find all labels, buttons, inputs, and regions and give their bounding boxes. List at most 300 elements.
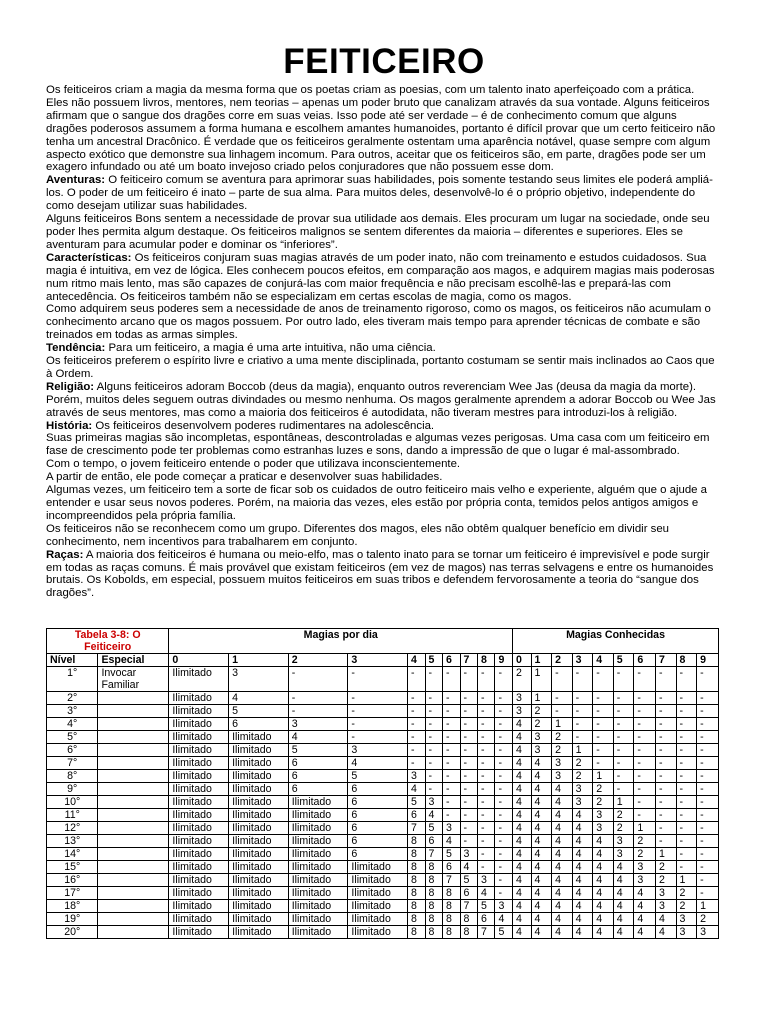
spells-per-day-cell: 6	[408, 809, 425, 822]
spells-known-cell: 3	[613, 848, 634, 861]
spell-level-header-per-day: 0	[169, 654, 229, 667]
spells-known-cell: -	[593, 757, 614, 770]
spells-known-cell: -	[655, 835, 676, 848]
spells-known-cell: -	[676, 718, 697, 731]
special-cell: Invocar Familiar	[98, 667, 169, 692]
spells-per-day-cell: 3	[495, 900, 513, 913]
spells-per-day-cell: 5	[460, 874, 477, 887]
spells-per-day-cell: 8	[443, 900, 460, 913]
paragraph-label: Raças:	[46, 548, 84, 561]
special-cell	[98, 822, 169, 835]
spells-per-day-cell: Ilimitado	[169, 926, 229, 939]
spells-per-day-cell: 4	[408, 783, 425, 796]
spells-per-day-cell: Ilimitado	[288, 796, 348, 809]
spells-known-cell: 4	[531, 796, 552, 809]
spells-per-day-cell: Ilimitado	[169, 718, 229, 731]
spells-per-day-cell: -	[425, 692, 442, 705]
spells-known-cell: 2	[634, 848, 656, 861]
spells-known-cell: 4	[531, 887, 552, 900]
special-cell	[98, 835, 169, 848]
spells-per-day-cell: Ilimitado	[169, 796, 229, 809]
spells-known-cell: -	[697, 835, 719, 848]
spells-known-cell: 4	[613, 913, 634, 926]
spells-known-cell: -	[655, 667, 676, 692]
special-cell	[98, 796, 169, 809]
spells-known-cell: -	[613, 718, 634, 731]
spells-per-day-cell: -	[495, 731, 513, 744]
spells-known-cell: -	[593, 731, 614, 744]
level-cell: 16°	[47, 874, 98, 887]
table-row	[47, 900, 719, 913]
special-header: Especial	[98, 654, 169, 667]
spell-level-header-per-day: 1	[229, 654, 289, 667]
spells-known-cell: 4	[634, 900, 656, 913]
spells-per-day-cell: -	[495, 770, 513, 783]
special-cell	[98, 900, 169, 913]
spells-known-cell: -	[572, 705, 593, 718]
spells-per-day-cell: -	[425, 718, 442, 731]
spells-known-cell: -	[634, 731, 656, 744]
spells-per-day-cell: -	[443, 796, 460, 809]
special-cell	[98, 861, 169, 874]
spells-known-cell: 4	[572, 822, 593, 835]
spells-per-day-cell: Ilimitado	[169, 692, 229, 705]
spells-per-day-cell: 6	[443, 861, 460, 874]
table-row	[47, 887, 719, 900]
paragraph	[46, 549, 718, 601]
spells-known-cell: 4	[513, 809, 532, 822]
spells-known-cell: 4	[513, 744, 532, 757]
spells-known-cell: 2	[513, 667, 532, 692]
spells-known-cell: 4	[531, 783, 552, 796]
spells-known-cell: -	[613, 731, 634, 744]
spells-known-cell: -	[655, 718, 676, 731]
spells-known-cell: 4	[572, 874, 593, 887]
spells-per-day-cell: 7	[477, 926, 494, 939]
spells-known-cell: -	[676, 822, 697, 835]
spells-per-day-cell: -	[460, 809, 477, 822]
spells-per-day-cell: 8	[408, 848, 425, 861]
level-cell: 15°	[47, 861, 98, 874]
special-cell	[98, 718, 169, 731]
spells-per-day-cell: Ilimitado	[229, 757, 289, 770]
spells-per-day-cell: 3	[288, 718, 348, 731]
spells-per-day-cell: 3	[425, 796, 442, 809]
level-cell: 9°	[47, 783, 98, 796]
special-cell	[98, 731, 169, 744]
spells-per-day-cell: 4	[443, 835, 460, 848]
spells-known-cell: 4	[513, 913, 532, 926]
spells-per-day-cell: -	[443, 770, 460, 783]
table-row	[47, 783, 719, 796]
table-row	[47, 874, 719, 887]
spells-per-day-cell: -	[460, 667, 477, 692]
paragraph-label: Características:	[46, 251, 132, 264]
spell-level-header-per-day: 8	[477, 654, 494, 667]
spells-per-day-cell: Ilimitado	[229, 731, 289, 744]
spells-per-day-cell: -	[495, 667, 513, 692]
spells-known-cell: -	[634, 796, 656, 809]
spells-per-day-cell: -	[460, 744, 477, 757]
spells-per-day-cell: -	[425, 705, 442, 718]
paragraph	[46, 213, 718, 252]
spells-known-cell: -	[697, 744, 719, 757]
spells-per-day-cell: -	[443, 744, 460, 757]
paragraph-text: Suas primeiras magias são incompletas, espontâneas, descontroladas e algumas vezes perigosas. Uma casa com um feiticeiro em fase de crescimento pode ter problemas como estranhas luzes e sons, dando a impressão de que o lugar é mal-assombrado.	[46, 432, 710, 458]
spells-known-cell: -	[676, 692, 697, 705]
spells-known-cell: 2	[552, 744, 573, 757]
spells-per-day-cell: Ilimitado	[229, 783, 289, 796]
spells-known-cell: 3	[655, 887, 676, 900]
spells-known-cell: 3	[513, 705, 532, 718]
paragraph	[46, 458, 718, 471]
table-row	[47, 926, 719, 939]
spells-per-day-cell: 8	[408, 861, 425, 874]
spells-known-cell: -	[655, 783, 676, 796]
spells-known-cell: 2	[676, 900, 697, 913]
spells-per-day-cell: -	[408, 757, 425, 770]
spells-per-day-cell: 8	[443, 887, 460, 900]
spells-known-cell: -	[676, 809, 697, 822]
spells-known-cell: 2	[697, 913, 719, 926]
spells-known-cell: -	[697, 692, 719, 705]
spells-per-day-cell: 5	[348, 770, 408, 783]
special-cell	[98, 913, 169, 926]
spells-known-cell: -	[593, 744, 614, 757]
spells-known-cell: -	[676, 796, 697, 809]
spells-known-cell: -	[697, 848, 719, 861]
spells-known-cell: -	[676, 757, 697, 770]
spells-known-cell: 4	[552, 783, 573, 796]
special-cell	[98, 848, 169, 861]
spells-known-cell: 4	[572, 926, 593, 939]
paragraph-text: Para um feiticeiro, a magia é uma arte intuitiva, não uma ciência.	[105, 342, 436, 355]
spells-per-day-cell: Ilimitado	[169, 809, 229, 822]
spells-known-cell: 4	[552, 887, 573, 900]
spells-per-day-cell: -	[477, 770, 494, 783]
sorcerer-table	[46, 628, 719, 939]
spells-per-day-cell: 8	[408, 835, 425, 848]
body-text	[46, 84, 718, 600]
spells-known-cell: -	[676, 744, 697, 757]
spells-per-day-cell: Ilimitado	[229, 874, 289, 887]
spells-known-cell: 4	[613, 887, 634, 900]
spells-known-cell: 4	[513, 796, 532, 809]
spells-per-day-cell: 8	[425, 861, 442, 874]
spells-per-day-cell: -	[495, 705, 513, 718]
spells-per-day-cell: Ilimitado	[229, 900, 289, 913]
paragraph	[46, 381, 718, 420]
spells-per-day-cell: Ilimitado	[348, 900, 408, 913]
spells-known-cell: -	[697, 731, 719, 744]
paragraph	[46, 355, 718, 381]
spells-known-cell: 3	[655, 900, 676, 913]
spells-known-cell: 4	[613, 926, 634, 939]
spells-per-day-cell: Ilimitado	[348, 887, 408, 900]
spells-per-day-cell: 3	[408, 770, 425, 783]
spells-per-day-cell: Ilimitado	[288, 926, 348, 939]
spells-per-day-cell: Ilimitado	[229, 835, 289, 848]
table-row	[47, 705, 719, 718]
spells-per-day-cell: -	[425, 744, 442, 757]
paragraph	[46, 432, 718, 458]
spells-known-cell: -	[697, 718, 719, 731]
special-cell	[98, 705, 169, 718]
spells-known-cell: -	[572, 731, 593, 744]
spell-level-header-per-day: 6	[443, 654, 460, 667]
spells-known-cell: -	[697, 861, 719, 874]
spells-known-cell: 4	[513, 835, 532, 848]
paragraph-text: Os feiticeiros preferem o espírito livre e criativo a uma mente disciplinada, portanto costumam se sentir mais inclinados ao Caos que à Ordem.	[46, 355, 715, 380]
spells-per-day-cell: -	[477, 705, 494, 718]
spells-per-day-cell: Ilimitado	[169, 822, 229, 835]
spells-known-cell: 4	[552, 822, 573, 835]
spells-known-cell: -	[613, 744, 634, 757]
level-cell: 18°	[47, 900, 98, 913]
spells-known-cell: 2	[634, 835, 656, 848]
spells-per-day-cell: Ilimitado	[229, 822, 289, 835]
spells-per-day-cell: -	[348, 731, 408, 744]
spells-per-day-cell: -	[443, 667, 460, 692]
spells-per-day-cell: -	[495, 757, 513, 770]
paragraph-label: Aventuras:	[46, 174, 106, 187]
special-cell	[98, 692, 169, 705]
spells-known-cell: 4	[552, 848, 573, 861]
spells-per-day-cell: 4	[229, 692, 289, 705]
spells-per-day-cell: -	[477, 848, 494, 861]
spells-per-day-cell: Ilimitado	[169, 770, 229, 783]
paragraph-text: A partir de então, ele pode começar a praticar e desenvolver suas habilidades.	[46, 471, 443, 484]
spells-known-cell: 4	[634, 913, 656, 926]
spells-per-day-cell: -	[443, 692, 460, 705]
spells-per-day-cell: -	[443, 705, 460, 718]
spells-per-day-cell: Ilimitado	[169, 757, 229, 770]
spells-known-cell: 4	[572, 887, 593, 900]
paragraph	[46, 252, 718, 304]
spells-per-day-cell: 6	[348, 822, 408, 835]
spells-per-day-cell: 8	[425, 887, 442, 900]
spells-known-cell: 4	[552, 796, 573, 809]
spells-per-day-cell: Ilimitado	[229, 744, 289, 757]
level-cell: 11°	[47, 809, 98, 822]
spells-per-day-cell: Ilimitado	[169, 744, 229, 757]
spells-per-day-cell: 4	[348, 757, 408, 770]
level-cell: 14°	[47, 848, 98, 861]
spells-per-day-cell: 8	[425, 926, 442, 939]
spells-known-cell: -	[634, 757, 656, 770]
spells-per-day-cell: -	[425, 757, 442, 770]
spells-per-day-cell: Ilimitado	[169, 900, 229, 913]
level-cell: 3°	[47, 705, 98, 718]
spells-per-day-cell: Ilimitado	[169, 887, 229, 900]
spells-known-cell: 4	[531, 900, 552, 913]
spell-level-header-per-day: 3	[348, 654, 408, 667]
paragraph-text: Os feiticeiros conjuram suas magias através de um poder inato, não com treinamento e estudos cuidadosos. Sua magia é intuitiva, em vez de lógica. Eles conhecem poucos efeitos, em comparação aos magos, e adquirem magias mais poderosas num ritmo mais lento, mas são capazes de conjurá-las com maior frequência e não precisam escolhê-las e prepará-las com antecedência. Os feiticeiros também não se especializam em certas escolas de magia, como os magos.	[46, 251, 715, 303]
spells-known-cell: -	[572, 667, 593, 692]
spells-known-cell: -	[676, 861, 697, 874]
table-row	[47, 718, 719, 731]
spells-per-day-cell: 8	[425, 913, 442, 926]
spells-known-cell: -	[552, 705, 573, 718]
spells-per-day-cell: -	[425, 770, 442, 783]
spells-known-cell: -	[655, 692, 676, 705]
paragraph-text: A maioria dos feiticeiros é humana ou meio-elfo, mas o talento inato para se tornar um feiticeiro é imprevisível e pode surgir em todas as raças comuns. É mais provável que existam feiticeiros (em vez de magos) nas terras selvagens e entre os humanoides brutais. Os Kobolds, em especial, possuem muitos feiticeiros em suas tribos e defendem fervorosamente a teoria do “sangue dos dragões”.	[46, 548, 714, 600]
spells-per-day-cell: -	[443, 809, 460, 822]
spells-known-cell: 2	[613, 809, 634, 822]
special-cell	[98, 757, 169, 770]
spells-known-cell: -	[593, 705, 614, 718]
spells-per-day-cell: -	[495, 822, 513, 835]
level-cell: 17°	[47, 887, 98, 900]
spells-per-day-cell: Ilimitado	[169, 861, 229, 874]
spells-per-day-cell: -	[477, 822, 494, 835]
spells-per-day-cell: -	[408, 744, 425, 757]
spells-per-day-cell: Ilimitado	[229, 861, 289, 874]
spells-known-cell: -	[634, 667, 656, 692]
spells-per-day-cell: Ilimitado	[348, 913, 408, 926]
spells-per-day-cell: -	[460, 692, 477, 705]
spells-known-cell: -	[634, 718, 656, 731]
spells-per-day-cell: 7	[460, 900, 477, 913]
spells-per-day-cell: -	[460, 731, 477, 744]
spell-level-header-per-day: 5	[425, 654, 442, 667]
spells-per-day-cell: -	[348, 692, 408, 705]
spells-known-cell: 4	[513, 900, 532, 913]
spells-known-cell: 4	[531, 809, 552, 822]
spells-per-day-cell: -	[425, 667, 442, 692]
table-header-groups	[47, 629, 719, 654]
spells-per-day-cell: -	[477, 835, 494, 848]
spells-per-day-cell: -	[460, 783, 477, 796]
spells-per-day-cell: Ilimitado	[348, 861, 408, 874]
level-cell: 2°	[47, 692, 98, 705]
spells-known-cell: -	[697, 667, 719, 692]
spells-known-cell: -	[697, 887, 719, 900]
spells-per-day-cell: 7	[443, 874, 460, 887]
spells-per-day-cell: 5	[229, 705, 289, 718]
spell-level-header-per-day: 4	[408, 654, 425, 667]
table-row	[47, 667, 719, 692]
spells-known-cell: 4	[531, 770, 552, 783]
spells-known-cell: -	[676, 731, 697, 744]
spells-per-day-cell: 8	[460, 926, 477, 939]
table-row	[47, 848, 719, 861]
spells-per-day-cell: 7	[408, 822, 425, 835]
level-cell: 4°	[47, 718, 98, 731]
spells-per-day-cell: -	[348, 667, 408, 692]
spells-known-cell: 4	[552, 809, 573, 822]
level-cell: 1°	[47, 667, 98, 692]
spell-level-header-per-day: 2	[288, 654, 348, 667]
spells-per-day-cell: -	[443, 731, 460, 744]
spells-known-cell: 3	[572, 796, 593, 809]
spells-known-cell: 4	[513, 874, 532, 887]
spells-per-day-cell: 8	[443, 926, 460, 939]
special-cell	[98, 783, 169, 796]
spells-per-day-cell: -	[495, 887, 513, 900]
spells-known-cell: 3	[572, 783, 593, 796]
spells-known-cell: -	[655, 744, 676, 757]
spells-known-cell: -	[676, 705, 697, 718]
spells-known-cell: 2	[613, 822, 634, 835]
table-caption: Tabela 3-8: O Feiticeiro	[47, 629, 169, 654]
spells-per-day-cell: -	[408, 705, 425, 718]
spells-known-cell: 4	[593, 887, 614, 900]
spells-per-day-cell: 8	[408, 887, 425, 900]
spells-known-cell: -	[613, 667, 634, 692]
spell-level-header-known: 1	[531, 654, 552, 667]
spells-known-cell: 3	[634, 861, 656, 874]
spells-known-cell: 1	[531, 667, 552, 692]
table-row	[47, 796, 719, 809]
spells-known-cell: 4	[552, 874, 573, 887]
level-header: Nível	[47, 654, 98, 667]
spells-known-cell: 4	[513, 848, 532, 861]
spells-known-cell: -	[634, 705, 656, 718]
spells-known-cell: 4	[593, 913, 614, 926]
spells-known-cell: -	[613, 705, 634, 718]
spells-per-day-cell: -	[460, 796, 477, 809]
spells-known-header: Magias Conhecidas	[513, 629, 719, 654]
paragraph-text: Alguns feiticeiros adoram Boccob (deus da magia), enquanto outros reverenciam Wee Jas (deusa da magia da morte). Porém, muitos deles seguem outras divindades ou mesmo nenhuma. Os magos geralmente aprendem a adorar Boccob ou Wee Jas através de seus mentores, mas como a maioria dos feiticeiros é autodidata, não tiveram mestres para introduzi-los à religião.	[46, 380, 716, 419]
spells-known-cell: 4	[513, 887, 532, 900]
spells-per-day-cell: -	[495, 796, 513, 809]
spells-known-cell: -	[697, 705, 719, 718]
spells-per-day-cell: Ilimitado	[229, 770, 289, 783]
spells-per-day-cell: -	[477, 731, 494, 744]
spell-level-header-per-day: 9	[495, 654, 513, 667]
spells-per-day-cell: -	[477, 783, 494, 796]
spells-known-cell: 4	[593, 861, 614, 874]
spells-per-day-cell: 6	[477, 913, 494, 926]
spells-known-cell: 4	[572, 861, 593, 874]
spells-per-day-cell: -	[477, 757, 494, 770]
paragraph	[46, 484, 718, 523]
table-row	[47, 861, 719, 874]
spells-per-day-cell: 3	[460, 848, 477, 861]
spell-level-header-known: 0	[513, 654, 532, 667]
spells-known-cell: 2	[593, 796, 614, 809]
spells-per-day-cell: -	[477, 692, 494, 705]
spells-known-cell: 2	[531, 705, 552, 718]
spells-known-cell: 3	[552, 770, 573, 783]
spells-known-cell: 1	[552, 718, 573, 731]
spells-known-cell: 4	[593, 848, 614, 861]
spells-known-cell: 3	[531, 731, 552, 744]
special-cell	[98, 926, 169, 939]
spells-known-cell: 4	[513, 770, 532, 783]
table-row	[47, 913, 719, 926]
level-cell: 8°	[47, 770, 98, 783]
spells-known-cell: -	[572, 718, 593, 731]
spells-known-cell: 2	[676, 887, 697, 900]
spells-known-cell: 4	[513, 926, 532, 939]
table-row	[47, 744, 719, 757]
spells-known-cell: 3	[513, 692, 532, 705]
spells-per-day-cell: 4	[460, 861, 477, 874]
spells-per-day-cell: 5	[495, 926, 513, 939]
spells-per-day-cell: -	[288, 692, 348, 705]
spells-known-cell: -	[655, 796, 676, 809]
spells-known-cell: 2	[593, 783, 614, 796]
spells-known-cell: -	[634, 692, 656, 705]
spells-per-day-cell: Ilimitado	[169, 731, 229, 744]
paragraph-text: Com o tempo, o jovem feiticeiro entende o poder que utilizava inconscientemente.	[46, 458, 461, 471]
spells-per-day-cell: -	[408, 718, 425, 731]
spells-per-day-cell: 8	[425, 874, 442, 887]
spells-known-cell: -	[655, 809, 676, 822]
spells-known-cell: -	[676, 835, 697, 848]
